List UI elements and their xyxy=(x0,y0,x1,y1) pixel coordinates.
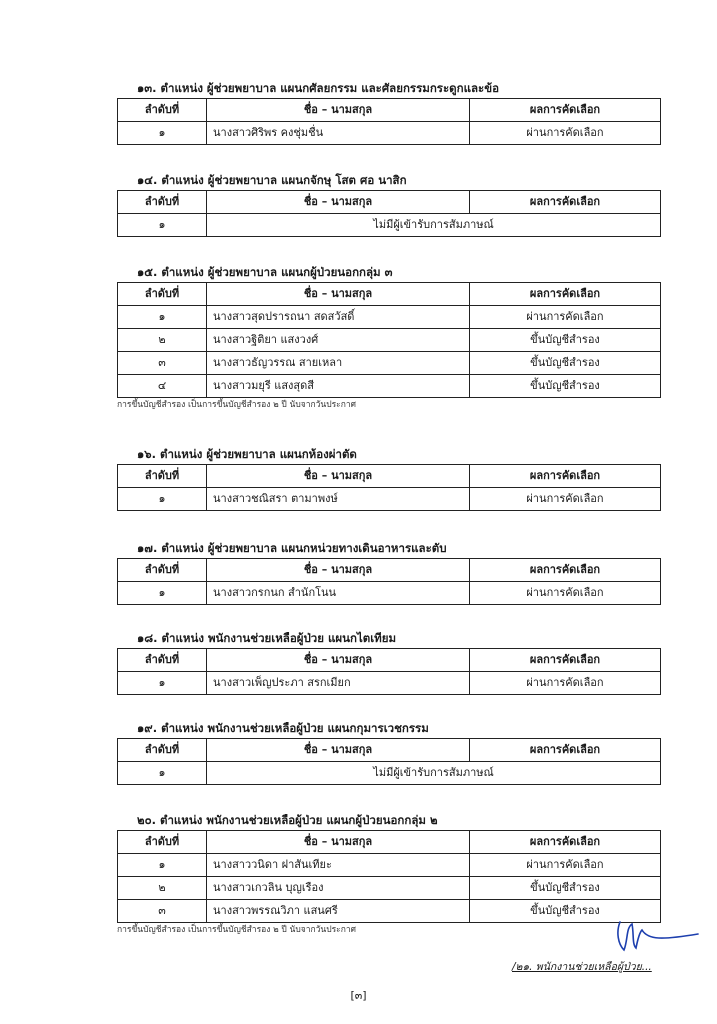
row-result: ผ่านการคัดเลือก xyxy=(470,122,661,145)
table-row xyxy=(118,352,661,375)
row-no: ๑ xyxy=(118,854,207,877)
section-20 xyxy=(117,810,657,937)
section-16 xyxy=(117,444,657,511)
header-result: ผลการคัดเลือก xyxy=(470,99,661,122)
section-15 xyxy=(117,262,657,412)
header-result: ผลการคัดเลือก xyxy=(470,831,661,854)
row-name: นางสาวฐิติยา แสงวงศ์ xyxy=(207,329,470,352)
table-row xyxy=(118,582,661,605)
header-result: ผลการคัดเลือก xyxy=(470,191,661,214)
table-row xyxy=(118,900,661,923)
header-no: ลำดับที่ xyxy=(118,99,207,122)
row-result: ขึ้นบัญชีสำรอง xyxy=(470,375,661,398)
row-result: ขึ้นบัญชีสำรอง xyxy=(470,900,661,923)
signature-icon xyxy=(612,910,700,960)
row-no: ๑ xyxy=(118,488,207,511)
section-title: ๑๔. ตำแหน่ง ผู้ช่วยพยาบาล แผนกจักษุ โสต ศอ นาสิก xyxy=(137,173,407,187)
row-no: ๑ xyxy=(118,582,207,605)
section-table xyxy=(117,558,661,605)
row-result: ขึ้นบัญชีสำรอง xyxy=(470,877,661,900)
row-result: ผ่านการคัดเลือก xyxy=(470,854,661,877)
row-name: นางสาวพรรณวิภา แสนศรี xyxy=(207,900,470,923)
table-header-row xyxy=(118,465,661,488)
row-result: ผ่านการคัดเลือก xyxy=(470,306,661,329)
section-title: ๑๗. ตำแหน่ง ผู้ช่วยพยาบาล แผนกหน่วยทางเดินอาหารและตับ xyxy=(137,541,447,555)
row-no: ๔ xyxy=(118,375,207,398)
section-title: ๑๖. ตำแหน่ง ผู้ช่วยพยาบาล แผนกห้องผ่าตัด xyxy=(137,447,357,461)
row-result: ขึ้นบัญชีสำรอง xyxy=(470,352,661,375)
row-no: ๑ xyxy=(118,762,207,785)
header-no: ลำดับที่ xyxy=(118,191,207,214)
header-no: ลำดับที่ xyxy=(118,649,207,672)
row-no: ๒ xyxy=(118,329,207,352)
header-no: ลำดับที่ xyxy=(118,831,207,854)
row-result: ผ่านการคัดเลือก xyxy=(470,582,661,605)
row-name: นางสาวสุดปรารถนา สดสวัสดิ์ xyxy=(207,306,470,329)
table-row xyxy=(118,306,661,329)
row-name: นางสาววนิดา ฝาสันเทียะ xyxy=(207,854,470,877)
table-header-row xyxy=(118,191,661,214)
row-name: นางสาวศิริพร คงชุ่มชื่น xyxy=(207,122,470,145)
row-name: นางสาวเกวลิน บุญเรือง xyxy=(207,877,470,900)
reserve-list-note: การขึ้นบัญชีสำรอง เป็นการขึ้นบัญชีสำรอง ๒ ปี นับจากวันประกาศ xyxy=(117,400,357,410)
section-19 xyxy=(117,718,657,785)
section-table xyxy=(117,190,661,237)
table-row xyxy=(118,329,661,352)
section-title: ๑๘. ตำแหน่ง พนักงานช่วยเหลือผู้ป่วย แผนกไตเทียม xyxy=(137,631,397,645)
table-row xyxy=(118,488,661,511)
table-header-row xyxy=(118,283,661,306)
header-result: ผลการคัดเลือก xyxy=(470,739,661,762)
header-name: ชื่อ – นามสกุล xyxy=(207,99,470,122)
header-no: ลำดับที่ xyxy=(118,465,207,488)
page-number: [๓] xyxy=(350,989,367,1002)
row-merged-note: ไม่มีผู้เข้ารับการสัมภาษณ์ xyxy=(207,762,661,785)
header-no: ลำดับที่ xyxy=(118,559,207,582)
row-name: นางสาวกรกนก สำนักโนน xyxy=(207,582,470,605)
row-no: ๑ xyxy=(118,214,207,237)
header-no: ลำดับที่ xyxy=(118,739,207,762)
section-17 xyxy=(117,538,657,605)
table-header-row xyxy=(118,649,661,672)
row-no: ๓ xyxy=(118,900,207,923)
section-table xyxy=(117,738,661,785)
header-name: ชื่อ – นามสกุล xyxy=(207,191,470,214)
section-13 xyxy=(117,78,657,145)
header-no: ลำดับที่ xyxy=(118,283,207,306)
section-table xyxy=(117,464,661,511)
row-merged-note: ไม่มีผู้เข้ารับการสัมภาษณ์ xyxy=(207,214,661,237)
row-result: ผ่านการคัดเลือก xyxy=(470,672,661,695)
header-result: ผลการคัดเลือก xyxy=(470,649,661,672)
header-name: ชื่อ – นามสกุล xyxy=(207,739,470,762)
header-result: ผลการคัดเลือก xyxy=(470,559,661,582)
section-title: ๑๓. ตำแหน่ง ผู้ช่วยพยาบาล แผนกศัลยกรรม และศัลยกรรมกระดูกและข้อ xyxy=(137,81,499,95)
row-result: ขึ้นบัญชีสำรอง xyxy=(470,329,661,352)
section-table xyxy=(117,98,661,145)
section-table xyxy=(117,282,661,398)
header-name: ชื่อ – นามสกุล xyxy=(207,283,470,306)
row-no: ๑ xyxy=(118,672,207,695)
row-no: ๓ xyxy=(118,352,207,375)
section-18 xyxy=(117,628,657,695)
table-row xyxy=(118,375,661,398)
continued-next-page-link: /๒๑. พนักงานช่วยเหลือผู้ป่วย... xyxy=(512,961,652,973)
table-row xyxy=(118,122,661,145)
table-row xyxy=(118,672,661,695)
header-result: ผลการคัดเลือก xyxy=(470,465,661,488)
row-no: ๑ xyxy=(118,122,207,145)
table-row xyxy=(118,214,661,237)
row-name: นางสาวชณิสรา ตามาพงษ์ xyxy=(207,488,470,511)
header-result: ผลการคัดเลือก xyxy=(470,283,661,306)
table-row xyxy=(118,762,661,785)
table-header-row xyxy=(118,831,661,854)
row-name: นางสาวมยุรี แสงสุดสี xyxy=(207,375,470,398)
section-table xyxy=(117,648,661,695)
section-table xyxy=(117,830,661,923)
row-name: นางสาวธัญวรรณ สายเหลา xyxy=(207,352,470,375)
header-name: ชื่อ – นามสกุล xyxy=(207,831,470,854)
header-name: ชื่อ – นามสกุล xyxy=(207,465,470,488)
reserve-list-note: การขึ้นบัญชีสำรอง เป็นการขึ้นบัญชีสำรอง ๒ ปี นับจากวันประกาศ xyxy=(117,925,357,935)
table-header-row xyxy=(118,559,661,582)
table-header-row xyxy=(118,99,661,122)
table-row xyxy=(118,877,661,900)
table-row xyxy=(118,854,661,877)
section-title: ๑๙. ตำแหน่ง พนักงานช่วยเหลือผู้ป่วย แผนกกุมารเวชกรรม xyxy=(137,721,429,735)
section-title: ๒๐. ตำแหน่ง พนักงานช่วยเหลือผู้ป่วย แผนกผู้ป่วยนอกกลุ่ม ๒ xyxy=(137,813,438,827)
header-name: ชื่อ – นามสกุล xyxy=(207,559,470,582)
row-no: ๒ xyxy=(118,877,207,900)
row-name: นางสาวเพ็ญประภา สรกเมียก xyxy=(207,672,470,695)
row-result: ผ่านการคัดเลือก xyxy=(470,488,661,511)
section-title: ๑๕. ตำแหน่ง ผู้ช่วยพยาบาล แผนกผู้ป่วยนอกกลุ่ม ๓ xyxy=(137,265,393,279)
section-14 xyxy=(117,170,657,237)
row-no: ๑ xyxy=(118,306,207,329)
table-header-row xyxy=(118,739,661,762)
header-name: ชื่อ – นามสกุล xyxy=(207,649,470,672)
